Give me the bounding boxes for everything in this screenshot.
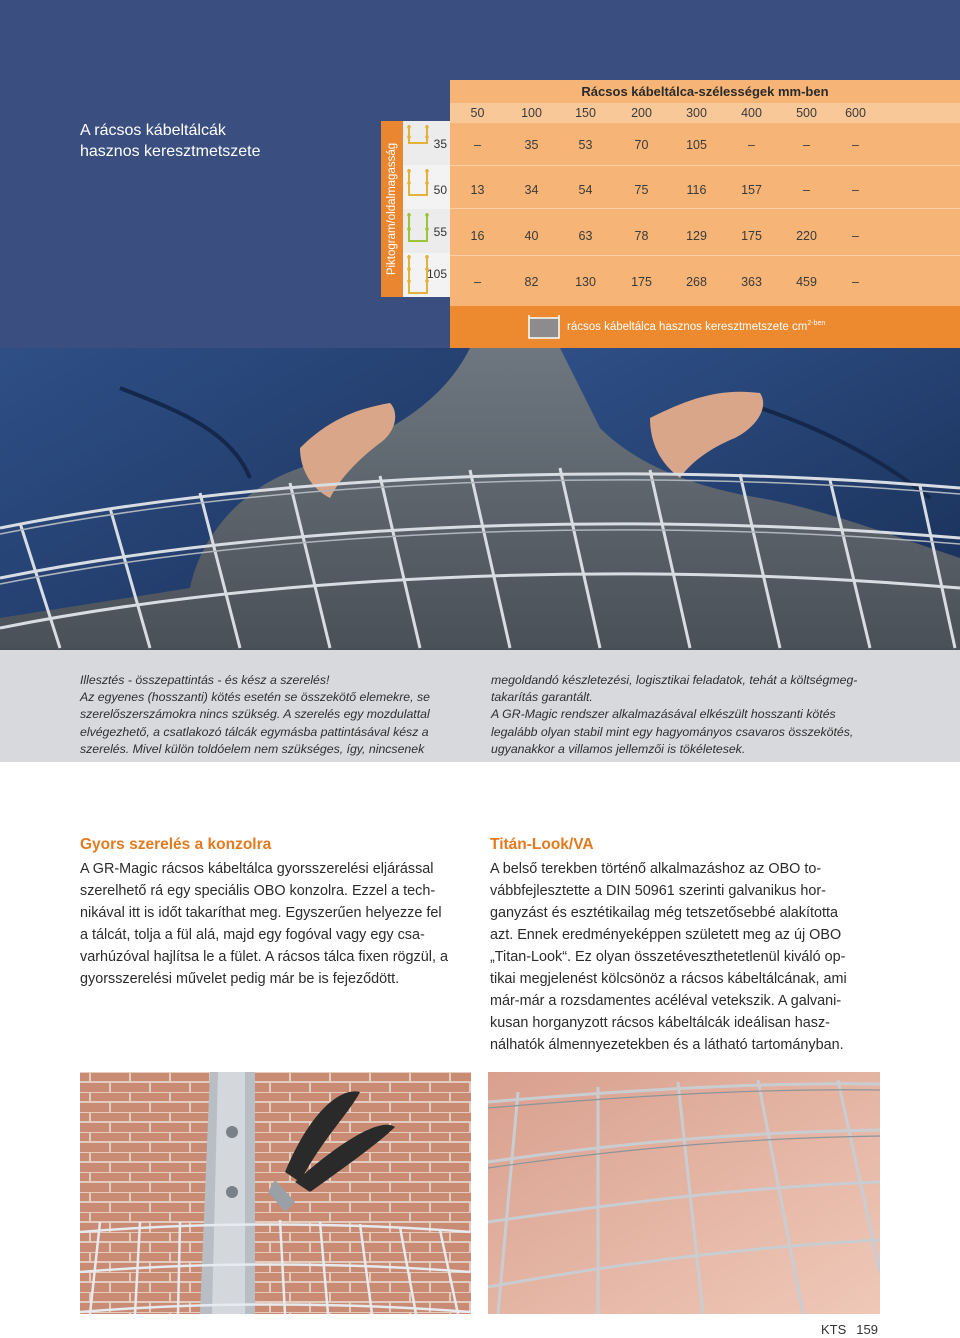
caption-line: szerelőszerszámokra nincs szükség. A szerelés egy mozdulattal [80,707,430,722]
tray-profile-35-icon [403,121,433,165]
caption-right-column [491,672,886,758]
paragraph-line: azt. Ennek eredményeképpen született meg az új OBO [490,927,842,943]
titan-paragraph [490,858,880,1056]
column-header: 150 [575,106,596,120]
caption-line: elvégezhető, a csatlakozó tálcák egymásba pattintásával kész a [80,724,429,739]
table-cell: 53 [578,138,593,152]
tray-profile-50-icon [403,165,433,209]
paragraph-line: a tálcát, tolja a fül alá, majd egy fogóval vagy egy csa- [80,927,425,943]
tray-height-label: 50 [433,183,447,197]
paragraph-line: nálhatók álmennyezetekben és a látható tartományban. [490,1037,844,1053]
section-title-line: A rácsos kábeltálcák [80,122,226,139]
table-cell: – [852,183,859,197]
paragraph-line: „Titan-Look“. Ez olyan összetéveszthetetlenül kiváló op- [490,949,846,965]
caption-line: A GR-Magic rendszer alkalmazásával elkészült hosszanti kötés [491,707,836,722]
paragraph-line: kusan horganyzott rácsos kábeltálcák ideálisan hasz- [490,1015,830,1031]
paragraph-line: vábbfejlesztette a DIN 50961 szerinti galvanikus hor- [490,883,826,899]
column-header: 50 [470,106,485,120]
bracket-mounting-photo [80,1072,471,1314]
table-cell: 54 [578,183,593,197]
table-cell: 363 [741,275,762,289]
pictogram-side-strip [381,121,403,297]
pictogram-side-label: Piktogram/oldalmagasság [386,142,398,276]
table-cell: – [803,138,810,152]
legend-superscript: 2-ben [807,320,826,327]
titan-look-mesh-image [488,1072,880,1314]
table-cell: – [852,275,859,289]
table-cell: – [474,275,481,289]
row-divider [450,208,960,209]
table-header-row [450,103,960,123]
table-title: Rácsos kábeltálca-szélességek mm-ben [581,84,829,99]
table-cell: 116 [686,183,707,197]
legend-text [567,320,825,333]
header-band [0,0,960,348]
pictogram-row [403,165,450,209]
tray-height-label: 35 [433,137,447,151]
row-divider [450,255,960,256]
table-cell: 70 [634,138,649,152]
installation-photo [0,348,960,650]
legend-label: rácsos kábeltálca hasznos keresztmetszete cm [567,320,808,333]
footer-section: KTS [821,1322,847,1337]
table-cell: 40 [524,229,539,243]
table-cell: 16 [470,229,485,243]
caption-line: megoldandó készletezési, logisztikai feladatok, tehát a költségmeg- [491,673,858,687]
column-header: 100 [521,106,542,120]
table-cell: – [803,183,810,197]
column-header: 500 [796,106,817,120]
caption-band [0,650,960,762]
page-number: 159 [856,1322,878,1337]
paragraph-line: gyorsszerelési művelet pedig már be is fejeződött. [80,971,400,987]
table-cell: 34 [524,183,539,197]
table-cell: 105 [686,138,707,152]
hands-joining-cable-tray-image [0,348,960,650]
tray-height-label: 55 [433,225,447,239]
table-cell: 175 [631,275,652,289]
caption-line: takarítás garantált. [491,690,593,705]
table-cell: 130 [575,275,596,289]
pliers-on-bracket-image [80,1072,471,1314]
tray-height-label: 105 [426,267,447,281]
pictogram-column [403,121,450,297]
caption-left-column [80,672,460,758]
table-cell: 63 [578,229,593,243]
table-cell: – [748,138,755,152]
row-divider [450,165,960,166]
paragraph-line: A GR-Magic rácsos kábeltálca gyorsszerelési eljárással [80,861,434,877]
table-cell: 157 [741,183,762,197]
table-cell: 459 [796,275,817,289]
titan-look-tray-photo [488,1072,880,1314]
paragraph-line: varhúzóval hajlítsa le a fület. A rácsos tálca fixen rögzül, a [80,949,448,965]
page-footer [821,1322,878,1337]
gyors-heading: Gyors szerelés a konzolra [80,836,272,853]
table-cell: 75 [634,183,649,197]
column-header: 200 [631,106,652,120]
paragraph-line: tikai megjelenést kölcsönöz a rácsos kábeltálcának, ami [490,971,847,987]
caption-line: szerelés. Mivel külön toldóelem nem szükséges, így, nincsenek [80,741,425,756]
caption-line: Az egyenes (hosszanti) kötés esetén se összekötő elemekre, se [80,690,430,705]
titan-heading: Titán-Look/VA [490,836,594,853]
caption-line: legalább olyan stabil mint egy hagyományos csavaros összekötés, [491,724,854,739]
caption-line: ugyanakkor a villamos jellemzői is tökéletesek. [491,741,746,756]
table-cell: 175 [741,229,762,243]
paragraph-line: A belső terekben történő alkalmazáshoz az OBO to- [490,861,822,877]
paragraph-line: már-már a rozsdamentes acéléval vetekszik. A galvani- [490,993,842,1009]
table-cell: 78 [634,229,649,243]
column-header: 600 [845,106,866,120]
caption-line: Illesztés - összepattintás - és kész a szerelés! [80,673,330,687]
table-cell: 268 [686,275,707,289]
tray-cross-section-icon [528,315,560,339]
table-cell: – [852,138,859,152]
paragraph-line: szerelhető rá egy speciális OBO konzolra. Ezzel a tech- [80,883,436,899]
paragraph-line: ganyzást és esztétikailag még tetszetősebbé alakította [490,905,838,921]
pictogram-row [403,253,450,297]
table-legend [450,306,960,348]
table-cell: 35 [524,138,539,152]
paragraph-line: nikával itt is időt takaríthat meg. Egyszerűen helyezze fel [80,905,442,921]
gyors-paragraph [80,858,471,990]
pictogram-row [403,209,450,253]
table-cell: – [474,138,481,152]
table-cell: 13 [470,183,485,197]
table-cell: 220 [796,229,817,243]
column-header: 300 [686,106,707,120]
column-header: 400 [741,106,762,120]
table-cell: 82 [524,275,539,289]
table-cell: – [852,229,859,243]
pictogram-row [403,121,450,165]
tray-profile-55-icon [403,209,433,253]
section-title [80,120,340,162]
section-title-line: hasznos keresztmetszete [80,143,261,160]
table-cell: 129 [686,229,707,243]
